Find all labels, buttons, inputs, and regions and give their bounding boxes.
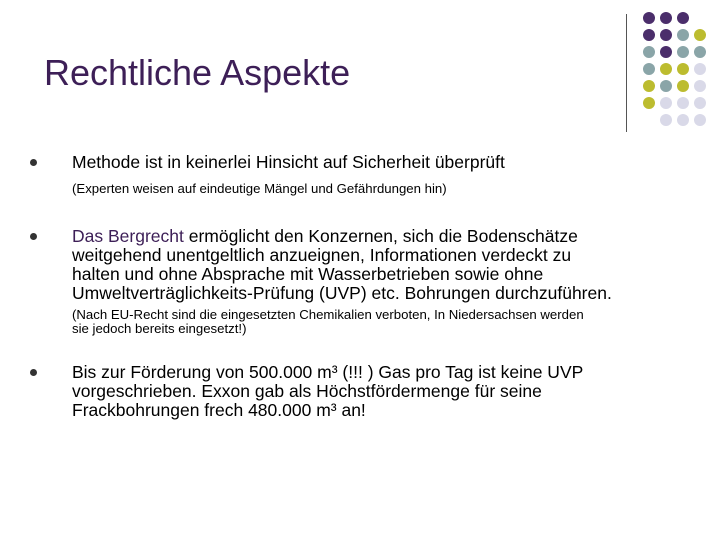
dot bbox=[694, 80, 706, 92]
dot bbox=[694, 97, 706, 109]
bullet-2-subtext-1: (Nach EU-Recht sind die eingesetzten Chemikalien verboten, In Niedersachsen werden bbox=[72, 307, 584, 322]
dot bbox=[643, 80, 655, 92]
dot bbox=[660, 97, 672, 109]
bullet-marker bbox=[30, 233, 37, 240]
bullet-3-line-2: vorgeschrieben. Exxon gab als Höchstfördermenge für seine bbox=[72, 381, 542, 401]
dot bbox=[694, 29, 706, 41]
dot bbox=[694, 46, 706, 58]
bullet-1-subtext: (Experten weisen auf eindeutige Mängel und Gefährdungen hin) bbox=[72, 181, 447, 196]
dot bbox=[694, 63, 706, 75]
dot bbox=[677, 12, 689, 24]
dot bbox=[660, 29, 672, 41]
bergrecht-highlight: Das Bergrecht bbox=[72, 226, 184, 246]
bullet-2-line-1: Das Bergrecht ermöglicht den Konzernen, sich die Bodenschätze bbox=[72, 226, 578, 246]
dot bbox=[677, 97, 689, 109]
dot bbox=[643, 12, 655, 24]
dot bbox=[643, 46, 655, 58]
bullet-3-line-1: Bis zur Förderung von 500.000 m³ (!!! ) Gas pro Tag ist keine UVP bbox=[72, 362, 584, 382]
dot bbox=[677, 114, 689, 126]
dot bbox=[643, 97, 655, 109]
dot bbox=[660, 80, 672, 92]
dot bbox=[677, 63, 689, 75]
dot bbox=[677, 80, 689, 92]
dot bbox=[677, 29, 689, 41]
bullet-3-line-3: Frackbohrungen frech 480.000 m³ an! bbox=[72, 400, 366, 420]
slide-title: Rechtliche Aspekte bbox=[44, 52, 351, 93]
bullet-2-subtext-2: sie jedoch bereits eingesetzt!) bbox=[72, 321, 247, 336]
dot bbox=[677, 46, 689, 58]
dot bbox=[660, 63, 672, 75]
dot bbox=[643, 63, 655, 75]
dot bbox=[694, 114, 706, 126]
bullet-1-text: Methode ist in keinerlei Hinsicht auf Sicherheit überprüft bbox=[72, 152, 505, 172]
bullet-2-line-3: halten und ohne Absprache mit Wasserbetrieben sowie ohne bbox=[72, 264, 544, 284]
dot bbox=[660, 12, 672, 24]
bullet-2-line-4: Umweltverträglichkeits-Prüfung (UVP) etc. Bohrungen durchzuführen. bbox=[72, 283, 612, 303]
bullet-marker bbox=[30, 369, 37, 376]
bullet-2-line-2: weitgehend unentgeltlich anzueignen, Informationen verdeckt zu bbox=[72, 245, 572, 265]
bullet-marker bbox=[30, 159, 37, 166]
decorative-dot-grid bbox=[0, 0, 720, 140]
dot bbox=[660, 46, 672, 58]
dot bbox=[643, 29, 655, 41]
vertical-divider bbox=[626, 14, 627, 132]
dot bbox=[660, 114, 672, 126]
